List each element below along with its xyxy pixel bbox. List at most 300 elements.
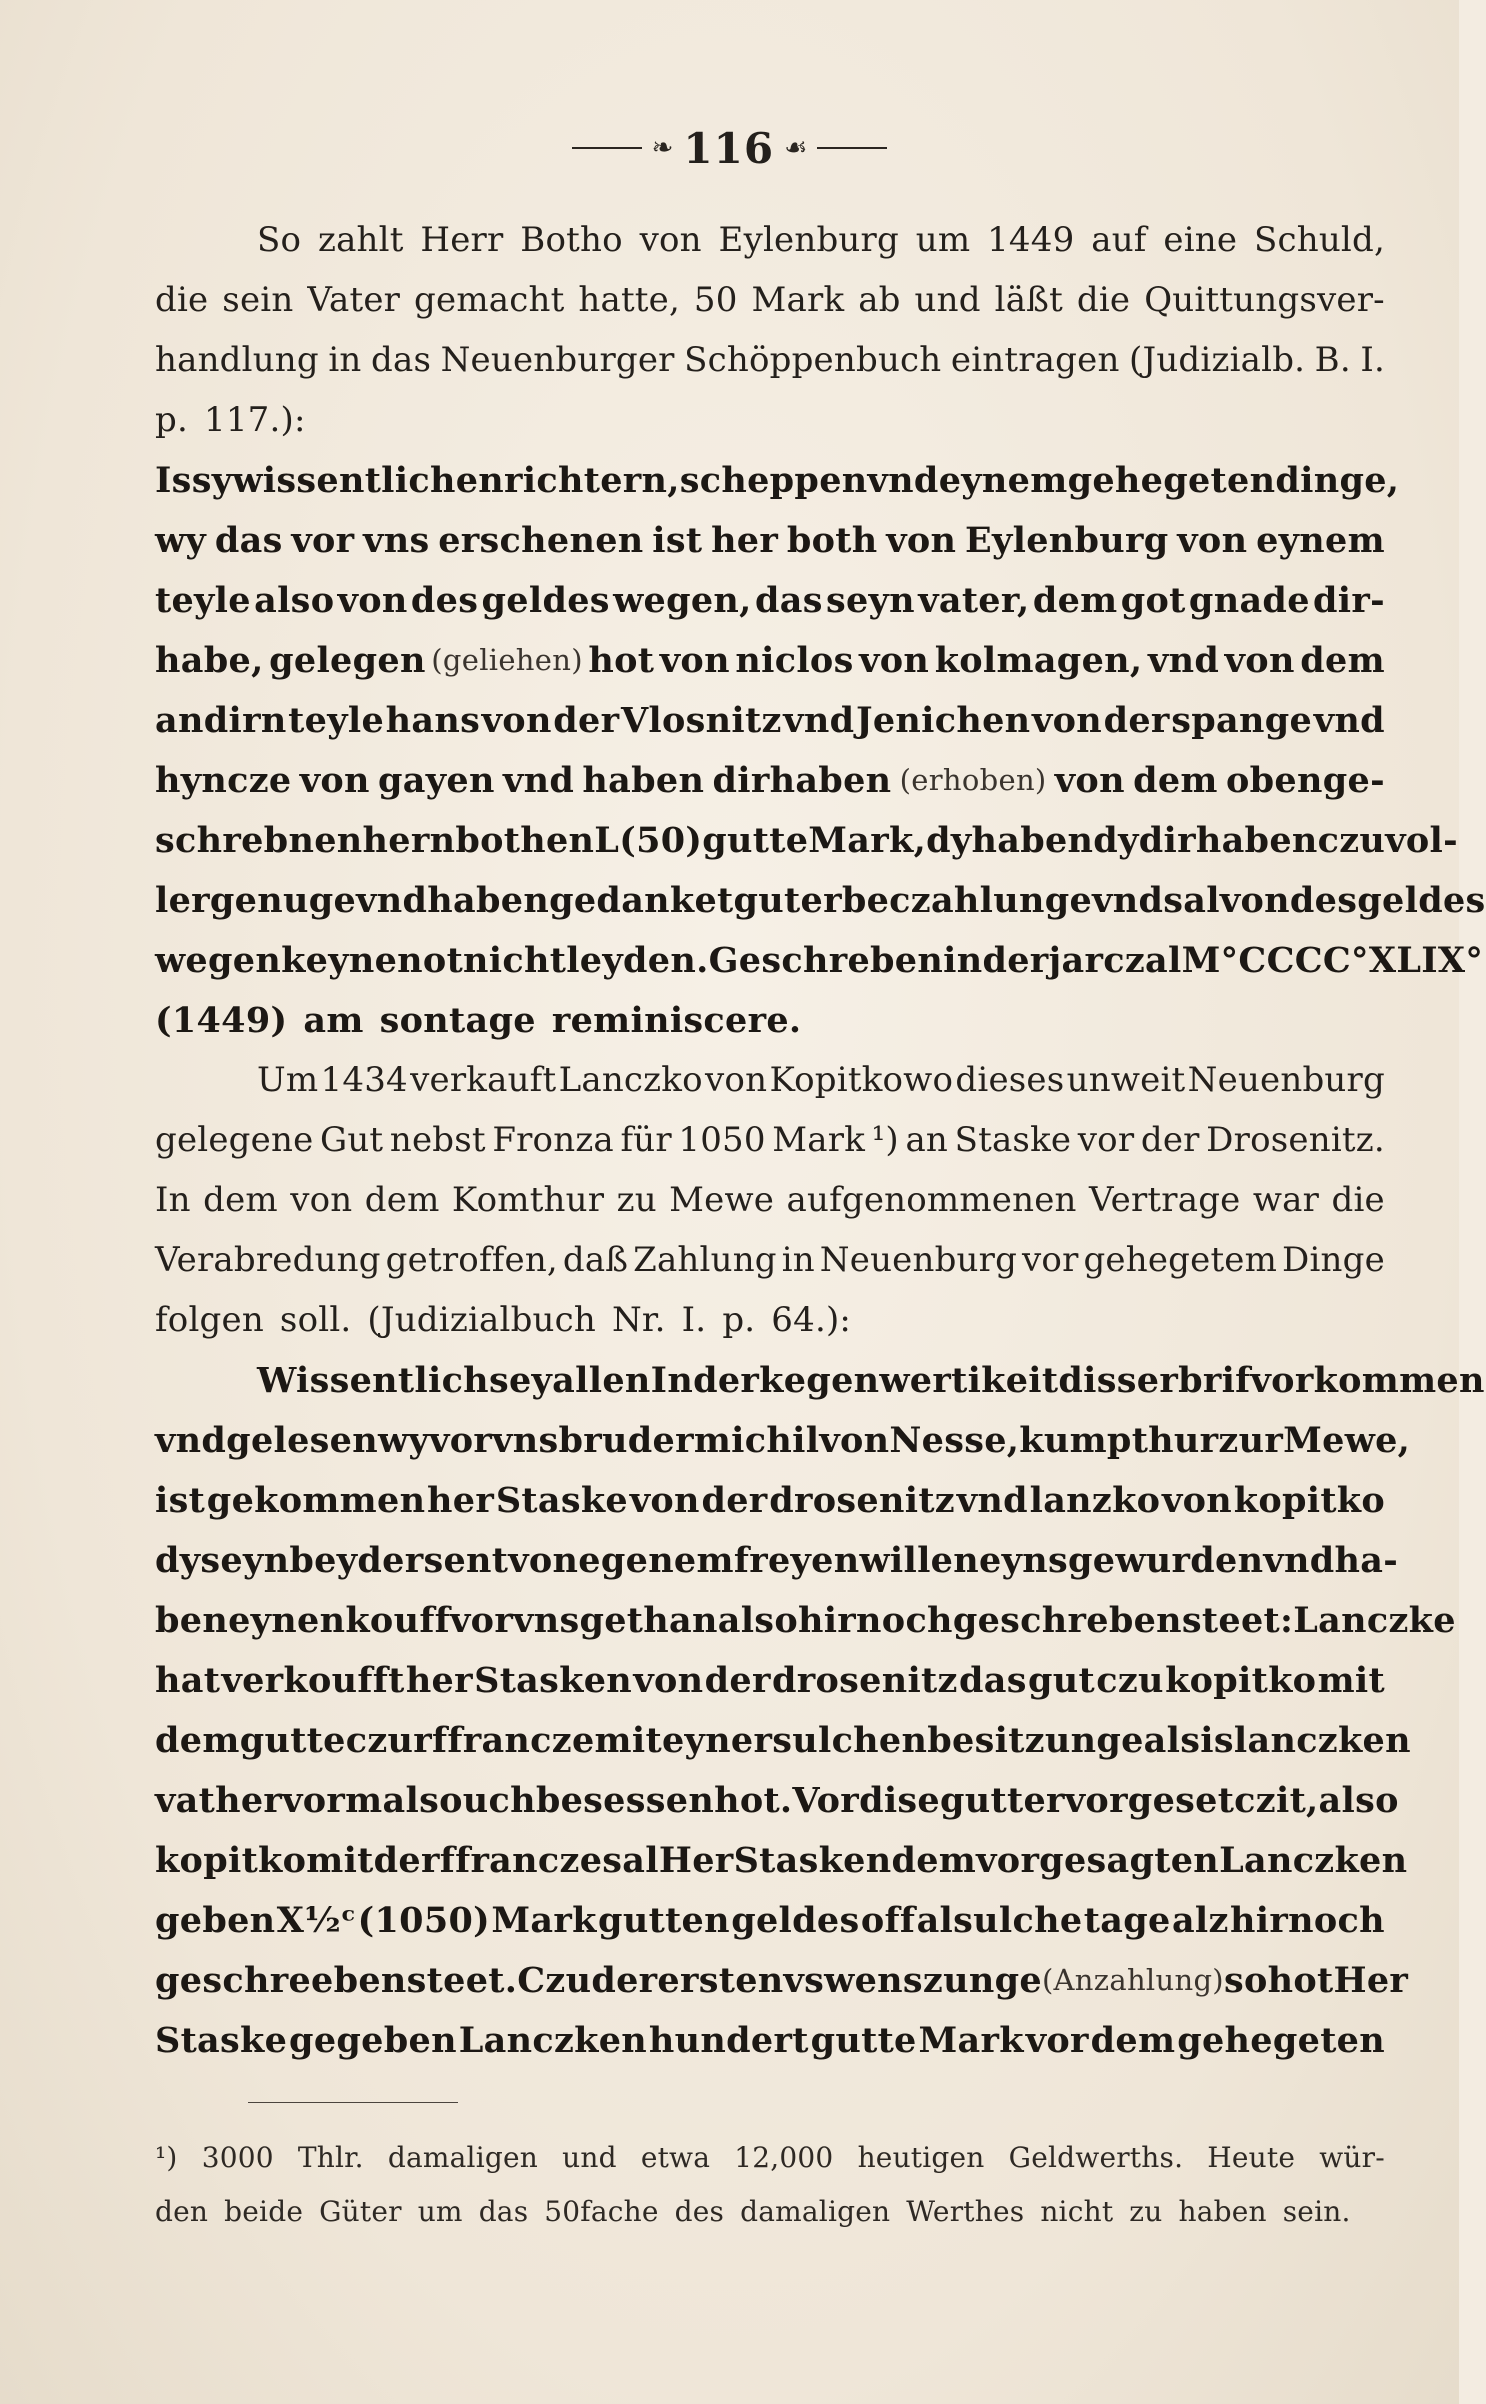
word: ffrancze bbox=[432, 1719, 595, 1761]
word: hundert bbox=[648, 2019, 809, 2061]
word: von bbox=[1162, 1479, 1233, 1521]
word: damaligen bbox=[740, 2194, 891, 2228]
word: eine bbox=[1163, 220, 1238, 260]
word: is bbox=[1200, 1719, 1234, 1761]
word: so bbox=[1223, 1959, 1268, 2001]
word: Her bbox=[658, 1839, 734, 1881]
word: 1434 bbox=[320, 1060, 408, 1100]
word: 1449 bbox=[987, 220, 1075, 260]
word: der bbox=[701, 1479, 768, 1521]
word: gayen bbox=[378, 759, 495, 801]
word: p. bbox=[722, 1300, 756, 1340]
word: vnd bbox=[1092, 879, 1164, 921]
word: jarczal bbox=[1048, 939, 1182, 981]
word: der bbox=[704, 1659, 771, 1701]
word: Neuenburger bbox=[440, 340, 675, 380]
word: czur bbox=[345, 1719, 432, 1761]
word: Czu bbox=[517, 1959, 592, 2001]
quote1-line bbox=[155, 990, 1385, 1050]
word: Vertrage bbox=[1089, 1180, 1241, 1220]
word: vnd bbox=[1263, 1539, 1335, 1581]
word: kopitko bbox=[155, 1839, 307, 1881]
word: drosenitz bbox=[769, 1479, 955, 1521]
word: und bbox=[914, 280, 981, 320]
word: (1449) bbox=[155, 999, 288, 1041]
word: Wissentlich bbox=[257, 1359, 489, 1401]
word: Kopitkowo bbox=[769, 1060, 954, 1100]
word: 50 bbox=[693, 280, 738, 320]
word: geldes bbox=[731, 1899, 860, 1941]
word: dieses bbox=[955, 1060, 1065, 1100]
word: von bbox=[337, 579, 408, 621]
word: gelegen bbox=[269, 639, 426, 681]
word: ben bbox=[155, 1599, 229, 1641]
word: vnd bbox=[1147, 639, 1220, 681]
paragraph-1 bbox=[155, 210, 1385, 450]
word: Staske bbox=[155, 2019, 288, 2061]
word: Geschreben bbox=[708, 939, 944, 981]
word: vnd bbox=[155, 1419, 227, 1461]
word: vor bbox=[1077, 1120, 1135, 1160]
word: eynem bbox=[938, 459, 1068, 501]
word: also bbox=[717, 1599, 798, 1641]
word: 50fache bbox=[544, 2194, 659, 2228]
word: (geliehen) bbox=[431, 643, 583, 677]
word: Geldwerths. bbox=[1008, 2140, 1184, 2174]
footnote-line bbox=[155, 2184, 1385, 2238]
word: beide bbox=[224, 2194, 304, 2228]
word: ¹) bbox=[871, 1120, 899, 1160]
word: vor bbox=[1250, 1359, 1314, 1401]
word: um bbox=[915, 220, 971, 260]
word: nicht bbox=[463, 939, 567, 981]
word: nebst bbox=[389, 1120, 486, 1160]
word: handlung bbox=[155, 340, 319, 380]
word: wür- bbox=[1319, 2140, 1385, 2174]
word: vor bbox=[429, 1419, 493, 1461]
word: eynem bbox=[1256, 519, 1385, 561]
word: mit bbox=[594, 1719, 662, 1761]
word: 1050 bbox=[678, 1120, 766, 1160]
paragraph2-line bbox=[155, 1170, 1385, 1230]
word: got bbox=[1120, 579, 1186, 621]
word: Lanczke bbox=[1293, 1599, 1456, 1641]
word: von bbox=[705, 1060, 768, 1100]
word: (Judizialbuch bbox=[367, 1300, 596, 1340]
word: damaligen bbox=[387, 2140, 538, 2174]
word: vswenszunge bbox=[783, 1959, 1042, 2001]
quote1-line bbox=[155, 750, 1385, 810]
word: zu bbox=[616, 1180, 657, 1220]
word: vor bbox=[291, 519, 355, 561]
word: die bbox=[1076, 280, 1131, 320]
word: her bbox=[711, 519, 779, 561]
word: ist bbox=[155, 1479, 206, 1521]
word: hirnoch bbox=[797, 1599, 953, 1641]
word: für bbox=[620, 1120, 672, 1160]
word: gedanket bbox=[549, 879, 734, 921]
quote2-line bbox=[155, 1410, 1411, 1470]
word: Fronza bbox=[492, 1120, 614, 1160]
word: keyne bbox=[281, 939, 398, 981]
word: dy bbox=[1093, 819, 1139, 861]
header-rule-left bbox=[572, 147, 642, 149]
quote1-line bbox=[155, 510, 1385, 570]
word: gutte bbox=[702, 819, 809, 861]
word: Vater bbox=[307, 280, 401, 320]
word: czu bbox=[1317, 819, 1386, 861]
quote1-line bbox=[155, 930, 1484, 990]
word: gehegeten bbox=[1177, 2019, 1385, 2061]
word: Drosenitz. bbox=[1206, 1120, 1385, 1160]
word: guter bbox=[733, 879, 842, 921]
word: In bbox=[155, 1180, 191, 1220]
word: auf bbox=[1091, 220, 1147, 260]
word: hyncze bbox=[155, 759, 292, 801]
word: und bbox=[562, 2140, 617, 2174]
word: also bbox=[254, 579, 335, 621]
word: spange bbox=[1171, 699, 1313, 741]
word: Jenichen bbox=[855, 699, 1031, 741]
word: Neuenburg bbox=[819, 1240, 1018, 1280]
word: dem bbox=[1032, 579, 1118, 621]
word: I. bbox=[1360, 340, 1385, 380]
word: die bbox=[155, 280, 209, 320]
word: schrebnen bbox=[155, 819, 363, 861]
word: 64.): bbox=[771, 1300, 852, 1340]
word: gemacht bbox=[414, 280, 565, 320]
word: um bbox=[417, 2194, 463, 2228]
word: kommen bbox=[1313, 1359, 1485, 1401]
word: mit bbox=[306, 1839, 374, 1881]
quote1-line bbox=[155, 690, 1385, 750]
word: hot bbox=[588, 639, 655, 681]
word: ¹) bbox=[155, 2140, 178, 2174]
word: Is bbox=[155, 459, 192, 501]
word: dem bbox=[1090, 2019, 1176, 2061]
word: gegeben bbox=[289, 2019, 457, 2061]
word: soll. bbox=[279, 1300, 352, 1340]
word: hat bbox=[155, 1659, 221, 1701]
word: haben bbox=[971, 819, 1094, 861]
word: eynen bbox=[228, 1599, 346, 1641]
word: 3000 bbox=[201, 2140, 274, 2174]
word: geschreeben bbox=[155, 1959, 407, 2001]
word: dinge, bbox=[1275, 459, 1400, 501]
word: vnd bbox=[502, 759, 575, 801]
word: das bbox=[478, 2194, 529, 2228]
quote2-line bbox=[155, 1890, 1385, 1950]
word: wy bbox=[378, 1419, 430, 1461]
word: verkoufft bbox=[221, 1659, 405, 1701]
word: nicht bbox=[1040, 2194, 1114, 2228]
word: sy bbox=[191, 459, 233, 501]
footnotes bbox=[155, 2130, 1385, 2238]
word: Dinge bbox=[1282, 1240, 1385, 1280]
word: gutter bbox=[940, 1779, 1065, 1821]
word: sein bbox=[222, 280, 294, 320]
paragraph1-line bbox=[155, 270, 1385, 330]
word: steet: bbox=[1181, 1599, 1294, 1641]
word: von bbox=[1219, 879, 1290, 921]
word: 12,000 bbox=[734, 2140, 834, 2174]
quote1-line bbox=[155, 450, 1400, 510]
word: Mark bbox=[918, 2019, 1024, 2061]
word: off bbox=[860, 1899, 916, 1941]
word: eintragen bbox=[950, 340, 1120, 380]
word: X½ᶜ bbox=[276, 1899, 357, 1941]
word: das bbox=[754, 579, 823, 621]
word: both bbox=[786, 519, 878, 561]
word: das bbox=[214, 519, 283, 561]
word: Mark, bbox=[808, 819, 927, 861]
word: brif bbox=[1178, 1359, 1251, 1401]
word: vnd bbox=[867, 459, 939, 501]
word: sontage bbox=[379, 999, 536, 1041]
word: das bbox=[958, 1659, 1027, 1701]
word: besitzunge bbox=[927, 1719, 1144, 1761]
word: Schöppenbuch bbox=[684, 340, 942, 380]
word: wegen, bbox=[613, 579, 752, 621]
word: wegen bbox=[155, 939, 282, 981]
word: die bbox=[1331, 1180, 1385, 1220]
word: dem bbox=[203, 1180, 278, 1220]
word: das bbox=[371, 340, 432, 380]
word: hirnoch bbox=[1230, 1899, 1385, 1941]
word: vns bbox=[492, 1419, 559, 1461]
word: des bbox=[674, 2194, 725, 2228]
word: czu bbox=[1096, 1659, 1164, 1701]
word: andirn bbox=[155, 699, 287, 741]
word: hot. bbox=[714, 1779, 793, 1821]
word: aufgenommenen bbox=[786, 1180, 1077, 1220]
word: tage bbox=[1083, 1899, 1171, 1941]
word: gekommen bbox=[206, 1479, 426, 1521]
word: in bbox=[781, 1240, 815, 1280]
word: wy bbox=[155, 519, 207, 561]
word: von bbox=[1054, 759, 1125, 801]
word: hern bbox=[362, 819, 456, 861]
quote-2 bbox=[155, 1350, 1485, 2070]
word: gelegene bbox=[155, 1120, 314, 1160]
word: sein. bbox=[1282, 2194, 1351, 2228]
word: Nr. bbox=[611, 1300, 666, 1340]
word: Mewe, bbox=[1283, 1419, 1411, 1461]
word: erschenen bbox=[438, 519, 644, 561]
word: dy bbox=[155, 1539, 201, 1581]
word: der bbox=[1140, 1120, 1200, 1160]
quote2-line bbox=[155, 1950, 1409, 2010]
word: Mark bbox=[772, 1120, 866, 1160]
quote1-line bbox=[155, 570, 1385, 630]
paragraph1-line bbox=[155, 210, 1385, 270]
word: teyle bbox=[155, 579, 251, 621]
word: michil bbox=[693, 1419, 820, 1461]
quote2-line bbox=[155, 1590, 1456, 1650]
word: richtern, bbox=[504, 459, 680, 501]
word: scheppen bbox=[679, 459, 868, 501]
word: ffrancze bbox=[439, 1839, 603, 1881]
quote-1 bbox=[155, 450, 1486, 1050]
word: geben bbox=[155, 1899, 276, 1941]
word: läßt bbox=[994, 280, 1063, 320]
word: haben bbox=[1178, 2194, 1267, 2228]
word: vor bbox=[450, 1599, 514, 1641]
word: 117.): bbox=[203, 400, 306, 440]
word: am bbox=[303, 999, 364, 1041]
word: dy bbox=[926, 819, 972, 861]
word: der bbox=[982, 939, 1049, 981]
word: etwa bbox=[640, 2140, 711, 2174]
word: Mark bbox=[491, 1899, 597, 1941]
word: von bbox=[633, 1659, 704, 1701]
word: obenge- bbox=[1226, 759, 1385, 801]
word: seyn bbox=[825, 579, 915, 621]
word: gethan bbox=[579, 1599, 718, 1641]
paragraph2-line bbox=[155, 1290, 1385, 1350]
footnote-line bbox=[155, 2130, 1385, 2184]
word: B. bbox=[1314, 340, 1351, 380]
word: Her bbox=[1333, 1959, 1409, 2001]
word: habe, bbox=[155, 639, 264, 681]
word: verkauft bbox=[410, 1060, 557, 1100]
word: Stasken bbox=[474, 1659, 633, 1701]
word: kopitko bbox=[1233, 1479, 1385, 1521]
word: dem bbox=[891, 1839, 977, 1881]
word: gnade bbox=[1188, 579, 1310, 621]
word: gehegeten bbox=[1067, 459, 1276, 501]
word: von bbox=[629, 1479, 700, 1521]
word: p. bbox=[155, 400, 188, 440]
word: von bbox=[1031, 699, 1103, 741]
word: egenem bbox=[578, 1539, 734, 1581]
word: sey bbox=[488, 1359, 553, 1401]
word: Heute bbox=[1207, 2140, 1296, 2174]
word: geldes bbox=[481, 579, 610, 621]
word: Schuld, bbox=[1254, 220, 1385, 260]
word: dirhaben bbox=[1138, 819, 1318, 861]
word: also bbox=[1318, 1779, 1399, 1821]
word: eyns bbox=[979, 1539, 1068, 1581]
quote2-line bbox=[155, 1830, 1408, 1890]
word: ab bbox=[858, 280, 901, 320]
quote1-line bbox=[155, 630, 1385, 690]
word: vnd bbox=[783, 699, 855, 741]
word: Gut bbox=[319, 1120, 384, 1160]
word: geldes bbox=[1357, 879, 1486, 921]
word: der bbox=[373, 1839, 440, 1881]
word: dem bbox=[364, 1180, 440, 1220]
word: von bbox=[1177, 519, 1248, 561]
word: Komthur bbox=[451, 1180, 605, 1220]
word: des bbox=[1289, 879, 1358, 921]
word: von bbox=[481, 699, 552, 741]
word: Eylenburg bbox=[965, 519, 1169, 561]
quote2-line bbox=[155, 1470, 1385, 1530]
word: hot bbox=[1267, 1959, 1334, 2001]
word: vnd bbox=[1313, 699, 1385, 741]
word: kouff bbox=[345, 1599, 451, 1641]
quote1-line bbox=[155, 810, 1458, 870]
word: gelesen bbox=[226, 1419, 378, 1461]
word: gehegetem bbox=[1083, 1240, 1278, 1280]
word: der bbox=[693, 1359, 760, 1401]
word: beydersent bbox=[289, 1539, 509, 1581]
quote2-line bbox=[155, 1650, 1385, 1710]
word: allen bbox=[552, 1359, 651, 1401]
word: geschreben bbox=[952, 1599, 1182, 1641]
word: mit bbox=[1317, 1659, 1385, 1701]
word: kopitko bbox=[1165, 1659, 1317, 1701]
word: dir- bbox=[1313, 579, 1385, 621]
word: disser bbox=[1058, 1359, 1179, 1401]
word: ha- bbox=[1334, 1539, 1399, 1581]
word: steet. bbox=[406, 1959, 518, 2001]
paragraph2-line bbox=[155, 1050, 1385, 1110]
word: von bbox=[659, 639, 730, 681]
quote2-line bbox=[155, 1770, 1399, 1830]
word: ouch bbox=[439, 1779, 536, 1821]
word: Um bbox=[257, 1060, 319, 1100]
word: von bbox=[299, 759, 370, 801]
word: von bbox=[639, 220, 702, 260]
word: zu bbox=[1129, 2194, 1163, 2228]
word: niclos bbox=[735, 639, 854, 681]
word: vor bbox=[1022, 1240, 1079, 1280]
word: gewurden bbox=[1067, 1539, 1264, 1581]
word: von bbox=[819, 1419, 890, 1461]
word: gut bbox=[1027, 1659, 1095, 1701]
word: Herr bbox=[420, 220, 504, 260]
word: vns bbox=[513, 1599, 580, 1641]
word: der bbox=[553, 699, 620, 741]
word: not bbox=[397, 939, 464, 981]
word: freyen bbox=[733, 1539, 860, 1581]
word: von bbox=[290, 1180, 353, 1220]
word: dirhaben bbox=[712, 759, 892, 801]
word: teyle bbox=[288, 699, 385, 741]
word: vater, bbox=[918, 579, 1030, 621]
word: Eylenburg bbox=[718, 220, 899, 260]
word: dem bbox=[1300, 639, 1385, 681]
header-ornament-right-icon: ☙ bbox=[784, 133, 808, 163]
word: zur bbox=[1218, 1419, 1284, 1461]
word: in bbox=[328, 340, 362, 380]
word: sal bbox=[1163, 879, 1220, 921]
word: vather bbox=[155, 1779, 283, 1821]
word: Nesse, bbox=[889, 1419, 1020, 1461]
word: gutte bbox=[810, 2019, 917, 2061]
paragraph1-line bbox=[155, 330, 1385, 390]
word: Thlr. bbox=[297, 2140, 364, 2174]
word: vorgesagten bbox=[976, 1839, 1220, 1881]
word: (erhoben) bbox=[899, 763, 1047, 797]
word: des bbox=[410, 579, 479, 621]
paragraph1-line bbox=[155, 390, 1385, 450]
word: (50) bbox=[619, 819, 703, 861]
paragraph2-line bbox=[155, 1230, 1385, 1290]
word: gutten bbox=[598, 1899, 730, 1941]
footnote-rule bbox=[248, 2102, 458, 2103]
word: getroffen, bbox=[385, 1240, 558, 1280]
word: her bbox=[427, 1479, 495, 1521]
word: vormals bbox=[282, 1779, 440, 1821]
word: (1050) bbox=[357, 1899, 491, 1941]
word: dem bbox=[155, 1719, 240, 1761]
word: besessen bbox=[535, 1779, 715, 1821]
word: haben bbox=[427, 879, 550, 921]
quote2-line bbox=[155, 1350, 1485, 1410]
